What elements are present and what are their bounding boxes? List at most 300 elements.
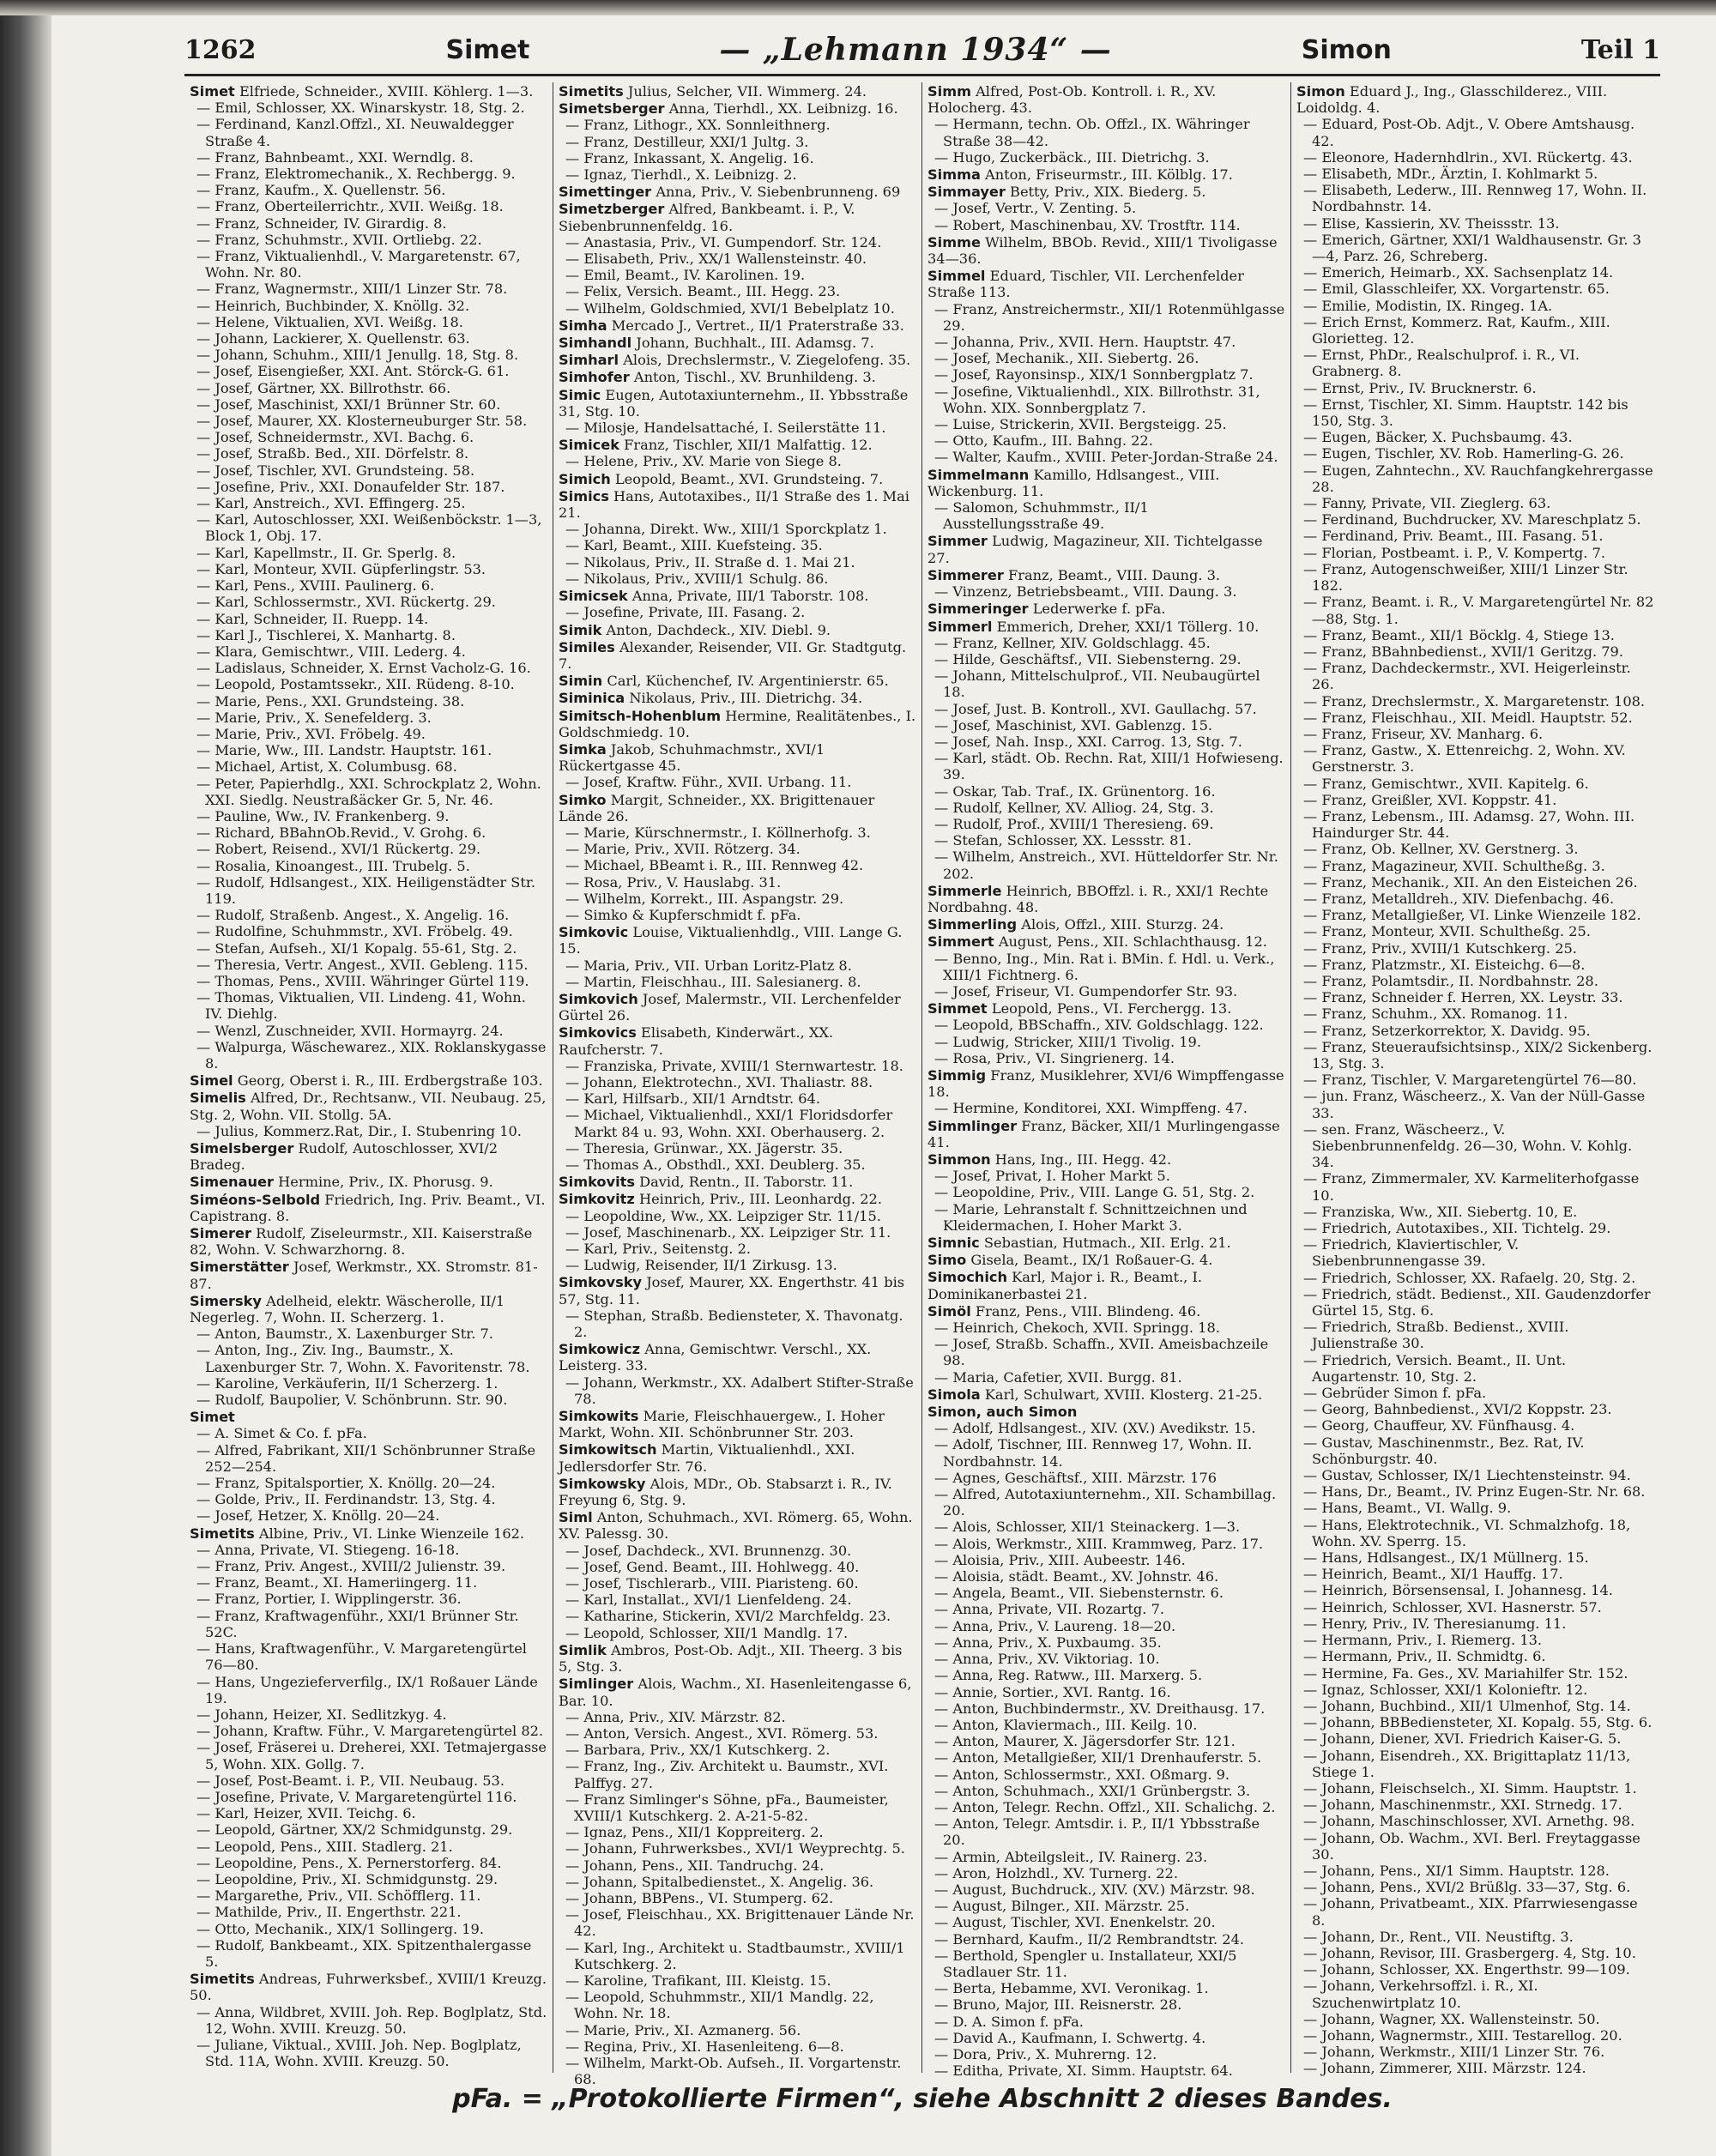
directory-entry [927, 1568, 1285, 1585]
directory-entry [559, 335, 916, 351]
directory-entry [190, 1409, 547, 1425]
directory-entry [559, 283, 916, 299]
entry-surname: Simkovich [559, 990, 638, 1007]
entry-text: — Nikolaus, Priv., II. Straße d. 1. Mai 21. [565, 553, 855, 571]
directory-entry [1296, 1204, 1655, 1220]
directory-entry [1296, 149, 1655, 166]
directory-entry [1296, 710, 1655, 726]
entry-text: Alois, MDr., Ob. Stabsarzt i. R., IV. Freyung 6, Stg. 9. [559, 1475, 892, 1509]
directory-entry [1296, 1236, 1655, 1269]
entry-text: Elfriede, Schneider., XVIII. Köhlerg. 1—3. [239, 83, 534, 100]
directory-entry [1296, 923, 1655, 939]
entry-text: Emmerich, Dreher, XXI/1 Töllerg. 10. [996, 618, 1260, 635]
entry-text: — Johann, BBBediensteter, XI. Kopalg. 55, Stg. 6. [1303, 1714, 1653, 1731]
directory-entry [190, 215, 547, 232]
entry-text: — Josefine, Priv., XXI. Donaufelder Str. 187. [196, 478, 505, 495]
directory-entry [190, 1072, 547, 1089]
entry-text: — Anna, Reg. Ratww., III. Marxerg. 5. [934, 1667, 1203, 1684]
directory-entry [927, 499, 1285, 532]
directory-entry [927, 1235, 1285, 1251]
directory-entry [559, 150, 916, 166]
entry-surname: Simlinger [559, 1676, 634, 1693]
directory-entry [927, 1420, 1285, 1436]
entry-text: — Fanny, Private, VII. Zieglerg. 63. [1303, 495, 1551, 512]
entry-text: — Anna, Private, VI. Stiegeng. 16-18. [196, 1541, 460, 1558]
entry-text: Hans, Ing., III. Hegg. 42. [994, 1151, 1172, 1168]
directory-entry [927, 1404, 1285, 1420]
entry-surname: Simmeringer [927, 601, 1029, 618]
directory-entry [1296, 858, 1655, 874]
directory-entry [1296, 1500, 1655, 1516]
directory-entry [559, 874, 916, 891]
directory-entry [1296, 792, 1655, 808]
entry-text: — Leopoldine, Priv., XI. Schmidgunstg. 29. [196, 1870, 498, 1887]
entry-text: — Johann, Schlosser, XX. Engerthstr. 99—109. [1303, 1961, 1630, 1978]
entry-surname: Simmelmann [927, 466, 1030, 483]
entry-text: — Karl, Ing., Architekt u. Stadtbaumstr., XVIII/1 Kutschkerg. 2. [565, 1939, 905, 1972]
directory-entry [559, 1058, 916, 1074]
entry-text: — Franz, Polamtsdir., II. Nordbahnstr. 28. [1303, 972, 1598, 989]
directory-entry [559, 387, 916, 420]
directory-entry [559, 891, 916, 907]
directory-entry [559, 991, 916, 1024]
directory-entry [927, 1519, 1285, 1535]
directory-entry [927, 1799, 1285, 1815]
directory-entry [1296, 1961, 1655, 1978]
directory-entry [559, 234, 916, 251]
entry-text: — Emilie, Modistin, IX. Ringeg. 1A. [1303, 297, 1553, 314]
directory-entry [190, 1739, 547, 1772]
column-4 [1291, 82, 1660, 2077]
entry-text: — Karl, Installat., XVI/1 Lienfeldeng. 24. [565, 1591, 852, 1609]
entry-surname: Simetits [190, 1971, 255, 1988]
entry-text: — Marie, Ww., III. Landstr. Hauptstr. 161. [196, 742, 492, 759]
entry-surname: Simmerle [927, 882, 1002, 899]
entry-text: — Alois, Schlosser, XII/1 Steinackerg. 1—3. [934, 1519, 1241, 1536]
directory-entry [1296, 1748, 1655, 1780]
directory-entry [1296, 1023, 1655, 1039]
entry-text: — Johanna, Direkt. Ww., XIII/1 Sporckplatz 1. [565, 521, 887, 538]
directory-entry [559, 1543, 916, 1559]
directory-entry [927, 1651, 1285, 1667]
entry-text: — Rosa, Priv., V. Hauslabg. 31. [565, 873, 782, 891]
directory-entry [559, 673, 916, 689]
directory-entry [559, 300, 916, 317]
entry-text: — Franz, Mechanik., XII. An den Eisteichen 26. [1303, 873, 1638, 891]
entry-text: — Salomon, Schuhmmstr., II/1 Ausstellungsstraße 49. [934, 499, 1149, 533]
entry-text: — Johann, Fleischselch., XI. Simm. Hauptstr. 1. [1303, 1779, 1637, 1797]
right-running-head: Simon [1301, 34, 1392, 65]
directory-entry [1296, 1863, 1655, 1879]
entry-text: — Johann, Pens., XI/1 Simm. Hauptstr. 128. [1303, 1862, 1610, 1879]
directory-entry [559, 521, 916, 537]
directory-entry [190, 611, 547, 627]
directory-entry [190, 83, 547, 100]
directory-entry [1296, 83, 1655, 116]
entry-text: — Gustav, Maschinenmstr., Bez. Rat, IV. Schönburgstr. 40. [1303, 1434, 1585, 1467]
directory-entry [927, 1100, 1285, 1116]
entry-surname: Simma [927, 166, 981, 184]
directory-entry [1296, 511, 1655, 528]
directory-entry [190, 758, 547, 775]
entry-text: Martin, Viktualienhdl., XXI. Jedlersdorfer Str. 76. [559, 1441, 855, 1475]
entry-text: Josef, Maurer, XX. Engerthstr. 41 bis 57, Stg. 11. [559, 1274, 905, 1307]
entry-text: — Hermann, techn. Ob. Offzl., IX. Währinger Straße 38—42. [934, 116, 1250, 149]
directory-entry [190, 742, 547, 758]
entry-surname: Simkowicz [559, 1341, 641, 1358]
directory-entry [1296, 973, 1655, 989]
directory-entry [927, 1717, 1285, 1733]
entry-text: — Josef, Eisengießer, XXI. Ant. Störck-G. 61. [196, 363, 510, 380]
entry-text: — Editha, Private, XI. Simm. Hauptstr. 64. [934, 2062, 1233, 2080]
directory-entry [927, 2030, 1285, 2046]
entry-text: — Heinrich, Börsensensal, I. Johannesg. 14. [1303, 1582, 1613, 1599]
directory-entry [927, 200, 1285, 216]
directory-entry [190, 429, 547, 445]
entry-text: Alois, Wachm., XI. Hasenleitengasse 6, Bar. 10. [559, 1676, 912, 1709]
directory-entry [559, 1972, 916, 1989]
entry-text: Sebastian, Hutmach., XII. Erlg. 21. [983, 1235, 1231, 1252]
directory-entry [559, 571, 916, 587]
entry-surname: Simmer [927, 533, 988, 550]
directory-entry [1296, 594, 1655, 626]
entry-text: Anton, Tischl., XV. Brunhildeng. 3. [633, 369, 876, 386]
entry-text: — Johann, Verkehrsoffzl. i. R., XI. Szuchenwirtplatz 10. [1303, 1978, 1538, 2011]
entry-surname: Simics [559, 487, 609, 504]
entry-text: — Ernst, Tischler, XI. Simm. Hauptstr. 142 bis 150, Stg. 3. [1303, 396, 1628, 430]
directory-entry [927, 1303, 1285, 1320]
entry-text: — Wenzl, Zuschneider, XVII. Hormayrg. 24. [196, 1022, 504, 1039]
directory-entry [190, 198, 547, 214]
entry-text: — Gustav, Schlosser, IX/1 Liechtensteinstr. 94. [1303, 1467, 1631, 1484]
directory-entry [559, 792, 916, 824]
entry-text: — Karl, Kapellmstr., II. Gr. Sperlg. 8. [196, 544, 456, 561]
entry-surname: Simettinger [559, 184, 652, 201]
entry-text: — Johann, Fuhrwerksbes., XVI/1 Weyprechtg. 5. [565, 1840, 905, 1857]
directory-entry [190, 594, 547, 610]
entry-text: — Franz, Gemischtwr., XVII. Kapitelg. 6. [1303, 775, 1589, 792]
entry-text: — Mathilde, Priv., II. Engerthstr. 221. [196, 1904, 462, 1921]
directory-entry [927, 1470, 1285, 1486]
directory-entry [190, 1674, 547, 1706]
directory-entry [559, 2055, 916, 2087]
directory-entry [1296, 1665, 1655, 1682]
directory-entry [927, 2046, 1285, 2062]
directory-entry [559, 588, 916, 604]
directory-entry [1296, 445, 1655, 462]
directory-entry [1296, 347, 1655, 379]
directory-entry [190, 693, 547, 710]
directory-entry [559, 1374, 916, 1407]
directory-entry [1296, 1632, 1655, 1648]
directory-entry [190, 363, 547, 379]
entry-text: Mercado J., Vertret., II/1 Praterstraße 33. [611, 317, 904, 334]
entry-text: — Franz, Elektromechanik., X. Rechbergg. 9. [196, 166, 516, 183]
directory-entry [1296, 1813, 1655, 1829]
directory-entry [190, 1904, 547, 1920]
directory-entry [1296, 841, 1655, 857]
entry-text: — Theresia, Grünwar., XX. Jägerstr. 35. [565, 1139, 843, 1157]
directory-entry [190, 380, 547, 396]
directory-entry [559, 841, 916, 857]
entry-text: — Franz, Schneider, IV. Girardig. 8. [196, 214, 447, 232]
entry-text: — Emil, Beamt., IV. Karolinen. 19. [565, 267, 806, 284]
directory-entry [190, 1723, 547, 1739]
entry-text: — Josef, Schneidermstr., XVI. Bachg. 6. [196, 429, 474, 446]
entry-text: — Josefine, Private, V. Margaretengürtel 116. [196, 1788, 517, 1805]
directory-entry [559, 1559, 916, 1575]
directory-entry [190, 1375, 547, 1392]
entry-text: — Alois, Werkmstr., XIII. Krammweg, Parz. 17. [934, 1535, 1264, 1552]
entry-text: — Juliane, Viktual., XVIII. Joh. Nep. Boglplatz, Std. 11A, Wohn. XVIII. Kreuzg. 50. [196, 2036, 522, 2070]
entry-text: — Hermine, Konditorei, XXI. Wimpffeng. 47. [934, 1100, 1248, 1117]
entry-text: — Simko & Kupferschmidt f. pFa. [565, 906, 801, 923]
entry-text: — Theresia, Vertr. Angest., XVII. Gebleng. 115. [196, 956, 529, 973]
entry-text: Franz, Bäcker, XII/1 Murlingengasse 41. [927, 1117, 1280, 1150]
directory-entry [190, 1591, 547, 1607]
entry-text: Leopold, Beamt., XVI. Grundsteing. 7. [614, 470, 884, 487]
directory-page [184, 29, 1660, 2123]
directory-entry [559, 488, 916, 521]
entry-text: — Franz, Zimmermaler, XV. Karmeliterhofgasse 10. [1303, 1170, 1640, 1204]
entry-text: Josef, Malermstr., VII. Lerchenfelder Gürtel 26. [559, 990, 901, 1024]
entry-text: — Franz, Autogenschweißer, XIII/1 Linzer Str. 182. [1303, 560, 1628, 595]
entry-text: — Thomas, Pens., XVIII. Währinger Gürtel 119. [196, 972, 529, 989]
entry-text: — Rudolf, Bankbeamt., XIX. Spitzenthalergasse 5. [196, 1936, 532, 1970]
entry-text: — Anna, Priv., X. Puxbaumg. 35. [934, 1634, 1162, 1651]
directory-entry [190, 281, 547, 297]
directory-entry [190, 726, 547, 742]
directory-entry [1296, 264, 1655, 281]
directory-entry [1296, 1648, 1655, 1664]
entry-text: — Karl, Autoschlosser, XXI. Weißenböckstr. 1—3, Block 1, Obj. 17. [196, 511, 542, 545]
directory-entry [190, 1821, 547, 1838]
entry-text: — Marie, Priv., XVI. Fröbelg. 49. [196, 725, 426, 742]
directory-entry [1296, 1467, 1655, 1483]
entry-text: — Rudolf, Baupolier, V. Schönbrunn. Str. 90. [196, 1392, 508, 1409]
directory-entry [1296, 298, 1655, 314]
entry-text: — Franz, Greißler, XVI. Koppstr. 41. [1303, 791, 1557, 808]
directory-entry [559, 1890, 916, 1906]
entry-text: — Josefine, Viktualienhdl., XIX. Billrothstr. 31, Wohn. XIX. Sonnbergplatz 7. [934, 383, 1260, 416]
entry-text: — Wilhelm, Goldschmied, XVI/1 Bebelplatz 10. [565, 299, 895, 317]
directory-entry [1296, 726, 1655, 742]
entry-text: — Franz, Anstreichermstr., XII/1 Rotenmühlgasse 29. [934, 300, 1285, 334]
entry-surname: Simon, auch Simon [927, 1404, 1078, 1421]
entry-text: — Florian, Postbeamt. i. P., V. Kompertg. 7. [1303, 544, 1606, 561]
directory-entry [927, 1552, 1285, 1568]
directory-entry [1296, 1978, 1655, 2010]
entry-text: Alois, Drechslermstr., V. Ziegelofeng. 35. [623, 352, 911, 369]
directory-entry [559, 1157, 916, 1173]
entry-text: — Johann, Elektrotechn., XVI. Thaliastr. 88. [565, 1073, 873, 1090]
directory-entry [559, 117, 916, 133]
scan-edge-left [0, 0, 51, 2156]
directory-entry [190, 1342, 547, 1374]
entry-text: — Rudolf, Straßenb. Angest., X. Angelig. 16. [196, 907, 510, 924]
directory-entry [190, 330, 547, 347]
entry-surname: Simnic [927, 1235, 980, 1252]
directory-entry [927, 635, 1285, 651]
entry-text: Adelheid, elektr. Wäscherolle, II/1 Negerleg. 7, Wohn. II. Scherzerg. 1. [190, 1292, 505, 1326]
directory-entry [559, 1742, 916, 1758]
directory-entry [190, 100, 547, 116]
directory-entry [190, 1525, 547, 1542]
entry-text: David, Rentn., II. Taborstr. 11. [639, 1174, 854, 1191]
directory-entry [1296, 1121, 1655, 1171]
entry-text: — Karl, städt. Ob. Rechn. Rat, XIII/1 Hofwieseng. 39. [934, 750, 1284, 783]
entry-surname: Simlik [559, 1641, 607, 1658]
directory-entry [927, 1996, 1285, 2013]
entry-text: — Erich Ernst, Kommerz. Rat, Kaufm., XIII. Glorietteg. 12. [1303, 313, 1610, 347]
directory-entry [1296, 462, 1655, 495]
directory-entry [927, 983, 1285, 999]
directory-entry [559, 1940, 916, 1972]
entry-text: — Stephan, Straßb. Bediensteter, X. Thavonatg. 2. [565, 1307, 903, 1341]
entry-text: — Klara, Gemischtwr., VIII. Lederg. 4. [196, 643, 466, 660]
directory-entry [559, 974, 916, 990]
directory-entry [927, 1017, 1285, 1033]
entry-text: — Gebrüder Simon f. pFa. [1303, 1385, 1487, 1402]
directory-entry [1296, 1220, 1655, 1236]
entry-text: Carl, Küchenchef, IV. Argentinierstr. 65. [607, 673, 889, 690]
directory-entry [927, 619, 1285, 635]
directory-entry [1296, 166, 1655, 182]
entry-text: — Alfred, Fabrikant, XII/1 Schönbrunner Straße 252—254. [196, 1441, 536, 1475]
directory-entry [559, 201, 916, 233]
entry-text: — Anton, Versich. Angest., XVI. Römerg. 53. [565, 1724, 879, 1742]
entry-text: — Josef, Fräserei u. Dreherei, XXI. Tetmajergasse 5, Wohn. XIX. Gollg. 7. [196, 1739, 547, 1773]
entry-surname: Simersky [190, 1292, 262, 1309]
entry-text: — August, Buchdruck., XIV. (XV.) Märzstr. 98. [934, 1881, 1255, 1898]
entry-surname: Simöl [927, 1302, 971, 1320]
directory-entry [927, 1369, 1285, 1386]
entry-text: Rudolf, Autoschlosser, XVI/2 Bradeg. [190, 1140, 498, 1174]
entry-text: — Franz, Friseur, XV. Manharg. 6. [1303, 725, 1544, 742]
entry-text: Alfred, Bankbeamt. i. P., V. Siebenbrunnenfeldg. 16. [559, 201, 855, 234]
entry-text: — Armin, Abteilgsleit., IV. Rainerg. 23. [934, 1848, 1208, 1865]
entry-text: — Josef, Fleischhau., XX. Brigittenauer Lände Nr. 42. [565, 1906, 915, 1940]
directory-entry [190, 182, 547, 198]
entry-text: — Marie, Kürschnermstr., I. Köllnerhofg. 3. [565, 824, 871, 841]
entry-text: — Karl J., Tischlerei, X. Manhartg. 8. [196, 626, 456, 643]
directory-entry [559, 554, 916, 571]
entry-text: — Karoline, Trafikant, III. Kleistg. 15. [565, 1972, 831, 1989]
entry-text: Franz, Tischler, XII/1 Malfattig. 12. [624, 437, 873, 454]
directory-entry [927, 217, 1285, 233]
directory-entry [559, 1476, 916, 1508]
entry-text: — Franz, Monteur, XVII. Schultheßg. 25. [1303, 923, 1591, 940]
entry-text: — Anton, Telegr. Amtsdir. i. P., II/1 Ybbsstraße 20. [934, 1815, 1260, 1849]
directory-entry [190, 1326, 547, 1342]
entry-text: — Johann, Pens., XVI/2 Brüßlg. 33—37, Stg. 6. [1303, 1879, 1631, 1896]
directory-entry [190, 1706, 547, 1723]
entry-surname: Simetits [559, 83, 624, 100]
directory-entry [190, 1773, 547, 1789]
entry-surname: Simetsberger [559, 100, 665, 118]
directory-entry [190, 1887, 547, 1904]
entry-text: — Franz, Priv., XVIII/1 Kutschkerg. 25. [1303, 939, 1577, 957]
entry-text: — Ferdinand, Buchdrucker, XV. Mareschplatz 5. [1303, 511, 1641, 528]
directory-entry [559, 1758, 916, 1791]
entry-text: — Franz, Schneider f. Herren, XX. Leystr. 33. [1303, 989, 1623, 1006]
directory-entry [559, 774, 916, 790]
footer-note: pFa. = „Protokollierte Firmen“, siehe Abschnitt 2 dieses Bandes. [452, 2084, 1393, 2114]
entry-text: August, Pens., XII. Schlachthausg. 12. [998, 933, 1267, 951]
directory-entry [559, 622, 916, 638]
directory-entry [559, 420, 916, 436]
entry-text: — Hans, Kraftwagenführ., V. Margaretengürtel 76—80. [196, 1640, 527, 1674]
entry-text: — Rosalia, Kinoangest., III. Trubelg. 5. [196, 857, 470, 874]
entry-surname: Simmerer [927, 566, 1004, 583]
entry-text: — Heinrich, Beamt., XI/1 Hauffg. 17. [1303, 1566, 1563, 1583]
entry-text: — Franz, Portier, I. Wipplingerstr. 36. [196, 1591, 462, 1608]
entry-text: — Elise, Kassierin, XV. Theissstr. 13. [1303, 214, 1560, 232]
entry-text: — D. A. Simon f. pFa. [934, 2013, 1084, 2030]
entry-text: — Henry, Priv., IV. Theresianumg. 11. [1303, 1615, 1567, 1632]
directory-entry [559, 471, 916, 487]
directory-entry [927, 651, 1285, 667]
directory-entry [190, 1608, 547, 1640]
entry-text: — Rudolf, Hdlsangest., XIX. Heiligenstädter Str. 119. [196, 873, 535, 907]
entry-text: — Hans, Hdlsangest., IX/1 Müllnerg. 15. [1303, 1549, 1589, 1567]
directory-entry [927, 951, 1285, 983]
directory-entry [190, 1023, 547, 1039]
header-rule [184, 74, 1660, 76]
entry-text: — Wilhelm, Anstreich., XVI. Hütteldorfer Str. Nr. 202. [934, 849, 1278, 882]
entry-text: Julius, Selcher, VII. Wimmerg. 24. [627, 83, 867, 100]
directory-entry [190, 973, 547, 989]
entry-text: — Karl, Schlossermstr., XVI. Rückertg. 29. [196, 594, 496, 611]
entry-text: — Josef, Gend. Beamt., III. Hohlwegg. 40. [565, 1558, 860, 1575]
entry-text: — Franz, Inkassant, X. Angelig. 16. [565, 149, 814, 166]
directory-entry [1296, 1780, 1655, 1797]
directory-entry [927, 717, 1285, 734]
entry-surname: Simik [559, 621, 602, 638]
directory-entry [1296, 627, 1655, 643]
directory-entry [927, 1667, 1285, 1683]
entry-text: — Hans, Elektrotechnik., VI. Schmalzhofg. 18, Wohn. XV. Sperrg. 15. [1303, 1516, 1631, 1549]
directory-entry [190, 396, 547, 413]
entry-surname: Simich [559, 470, 611, 487]
directory-entry [1296, 380, 1655, 396]
entry-text: Anna, Tierhdl., XX. Leibnizg. 16. [668, 100, 898, 118]
directory-entry [927, 734, 1285, 750]
entry-text: Anna, Priv., V. Siebenbrunneng. 69 [656, 184, 901, 201]
directory-entry [559, 1874, 916, 1890]
entry-text: Franz, Musiklehrer, XVI/6 Wimpffengasse 18. [927, 1066, 1284, 1101]
directory-entry [1296, 1006, 1655, 1022]
entry-text: — Franz, Gastw., X. Ettenreichg. 2, Wohn. XV. Gerstnerstr. 3. [1303, 742, 1626, 776]
directory-entry [1296, 1797, 1655, 1813]
directory-entry [927, 1486, 1285, 1519]
entry-text: — Katharine, Stickerin, XVI/2 Marchfeldg. 23. [565, 1608, 891, 1625]
entry-surname: Simmerl [927, 618, 993, 635]
directory-entry [190, 1039, 547, 1072]
directory-entry [190, 907, 547, 923]
entry-surname: Simic [559, 386, 601, 403]
entry-text: — Johann, Schuhm., XIII/1 Jenullg. 18, Stg. 8. [196, 347, 519, 364]
entry-text: — Georg, Chauffeur, XV. Fünfhausg. 4. [1303, 1417, 1575, 1434]
entry-text: — Franz, Dachdeckermstr., XVI. Heigerleinstr. 26. [1303, 660, 1631, 693]
entry-text: Elisabeth, Kinderwärt., XX. Raufcherstr. 7. [559, 1024, 834, 1058]
entry-text: — Franz, Kaufm., X. Quellenstr. 56. [196, 182, 446, 199]
directory-entry [1296, 396, 1655, 429]
directory-entry [927, 432, 1285, 449]
directory-entry [927, 883, 1285, 915]
entry-text: — Johann, Pens., XII. Tandruchg. 24. [565, 1857, 825, 1874]
directory-entry [559, 690, 916, 706]
